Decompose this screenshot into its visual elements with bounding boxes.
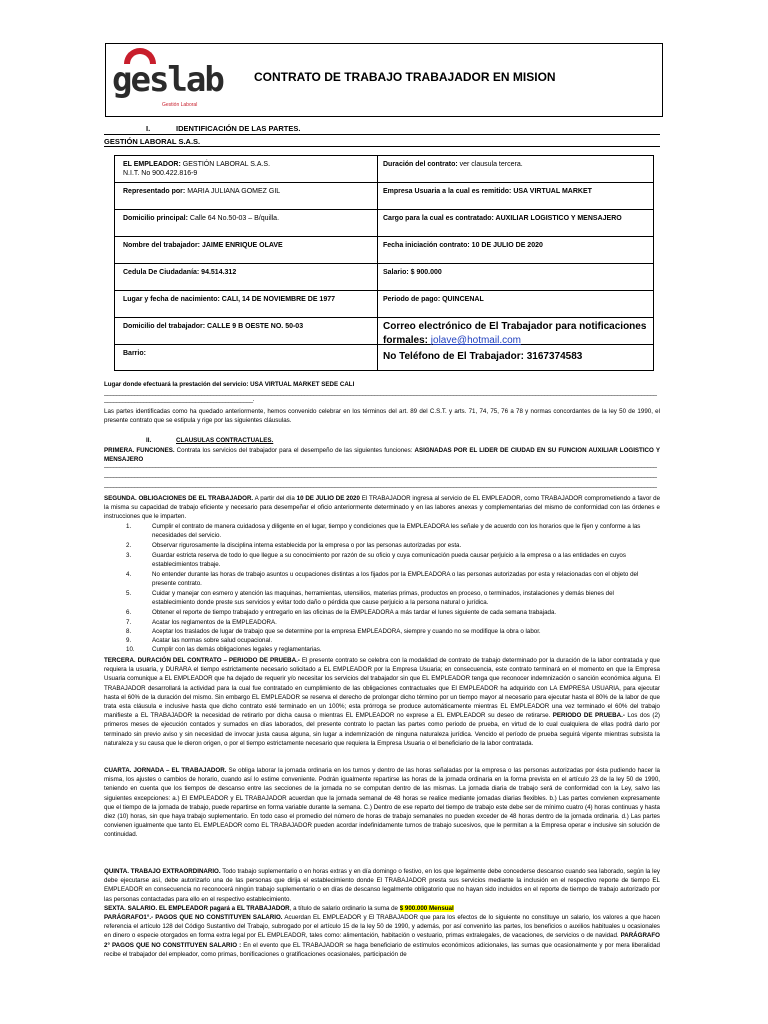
segunda-lead: SEGUNDA. OBLIGACIONES DE EL TRABAJADOR. xyxy=(104,495,254,502)
dash-line: _________________________________________________. xyxy=(104,397,255,403)
start-date: Fecha iniciación contrato: 10 DE JULIO DE 2020 xyxy=(383,242,543,249)
divider xyxy=(104,146,660,147)
clause-segunda xyxy=(104,494,660,522)
duration-label: Duración del contrato: xyxy=(383,161,458,168)
divider xyxy=(104,134,660,135)
dash-line: ______________________________________________________________________________________________________________________________________________________________________________________ xyxy=(104,472,657,478)
worker-birth: Lugar y fecha de nacimiento: CALI, 14 DE NOVIEMBRE DE 1977 xyxy=(123,296,335,303)
segunda-pre: A partir del día xyxy=(253,495,297,502)
email-cell xyxy=(383,320,649,348)
sexta-lead: SEXTA. SALARIO. EL EMPLEADOR pagará a EL TRABAJADOR xyxy=(104,905,290,912)
dash-line: ______________________________________________________________________________________________________________________________________________________________________________________ xyxy=(104,390,657,396)
domicile-label: Domicilio principal: xyxy=(123,215,188,222)
duration-cell xyxy=(383,160,649,169)
logo-word: geslab xyxy=(112,60,223,100)
quinta-text: Todo trabajo suplementario o en horas extras y en día domingo o festivo, en los que legalmente debe concederse descanso cuando sea laborado, según la ley debe ejecutarse así, debe autorizarlo una de las personas que dirija el establecimiento donde El TRABAJADOR presta sus servicios mediante la inclusión en el respectivo reporte de tiempo EL EMPLEADOR en consecuencia no reconocerá ningún trabajo suplementario o en días de descanso legalmente obligatorio que no hayan sido incluidos en el reporte de tiempo de trabajo autorizado por las personas contactadas para ello en el respectivo establecimiento. xyxy=(104,868,660,903)
worker-name: Nombre del trabajador: JAIME ENRIQUE OLAVE xyxy=(123,242,283,249)
section-i-number: I. xyxy=(146,124,151,133)
paragrafo1-text: Acuerdan EL EMPLEADOR y El TRABAJADOR que para los efectos de lo siguiente no constituye un salario, los valores a que hacen referencia el artículo 128 del Código Sustantivo del Trabajo, subrogado por el artículo 15 de la ley 50 de 1990, y además, por así convenirlo las partes, los beneficios o auxilios habituales u ocasionales en dinero o especie otorgados en forma extra legal por EL EMPLEADOR, tales como: alimentación, habitación o vestuario, primas extralegales, de vacaciones, de servicios o de navidad. xyxy=(104,914,660,940)
employer-cell xyxy=(123,160,373,178)
parties-paragraph: Las partes identificadas como ha quedado anteriormente, hemos convenido celebrar en los términos del art. 89 del C.S.T. y arts. 71, 74, 75, 76 a 78 y normas concordantes de la ley 50 de 1990, el presente contrato que se estipula y rige por las siguientes cláusulas. xyxy=(104,408,660,425)
phone: No Teléfono de El Trabajador: 3167374583 xyxy=(383,351,583,362)
cuarta-lead: CUARTA. JORNADA – EL TRABAJADOR. xyxy=(104,767,227,774)
contract-page: geslab Gestión Laboral CONTRATO DE TRABAJO TRABAJADOR EN MISION I. IDENTIFICACIÓN DE LAS PARTES. GESTIÓN LABORAL S.A.S. EL EMPLEADOR: GESTIÓN LABORAL S.A.S. N.I.T. No 900.422.816-9 Representado por: MARIA JULIANA GOMEZ GIL Domicilio principal: Calle 64 No.50-03 – B/quilla. Nombre del trabajador: JAIME ENRIQUE OLAVE Cedula De Ciudadanía: 94.514.312 Lugar y fecha de nacimiento: CALI, 14 DE NOVIEMBRE DE 1977 Domicilio del trabajador: CALLE 9 B OESTE NO. 50-03 Barrio: Duración del contrato: ver clausula tercera. Empresa Usuaria a la cual es remitido: USA VIRTUAL MARKET Cargo para la cual es contratado: AUXILIAR LOGISTICO Y MENSAJERO Fecha iniciación contrato: 10 DE JULIO DE 2020 Salario: $ 900.000 Periodo de pago: QUINCENAL Correo electrónico de El Trabajador para notificaciones formales: jolave@hotmail.com No Teléfono de El Trabajador: 3167374583 Lugar donde efectuará la prestación del servicio: USA VIRTUAL MARKET SEDE CALI ______________________________________________________________________________________________________________________________________________________________________________________ _________________________________________________. Las partes identificadas como ha quedado anteriormente, hemos convenido celebrar en los términos del art. 89 del C.S.T. y arts. 71, 74, 75, 76 a 78 y normas concordantes de la ley 50 de 1990, el presente contrato que se estipula y rige por las siguientes cláusulas. II. CLAUSULAS CONTRACTUALES. PRIMERA. FUNCIONES. Contrata los servicios del trabajador para el desempeño de las siguientes funciones: ASIGNADAS POR EL LIDER DE CIUDAD EN SU FUNCION AUXILIAR LOGISTICO Y MENSAJERO ______________________________________________________________________________________________________________________________________________________________________________________ ______________________________________________________________________________________________________________________________________________________________________________________ ______________________________________________________________________________________________________________________________________________________________________________________ SEGUNDA. OBLIGACIONES DE EL TRABAJADOR. A partir del día 10 DE JULIO DE 2020 El TRABAJADOR ingresa al servicio de EL EMPLEADOR, como TRABAJADOR comprometiendo a favor de la misma su capacidad de trabajo eficiente y necesario para desempeñar el oficio anteriormente determinado y en las labores anexas y complementarias del mismo de conformidad con las órdenes e instrucciones que le imparten. 1. Cumplir el contrato de manera cuidadosa y diligente en el lugar, tiempo y condiciones que la EMPLEADORA les señale y de acuerdo con los horarios que le fijen y conforme a las necesidades del servicio. 2. Observar rigurosamente la disciplina interna establecida por la empresa o por las personas autorizadas por esta. 3. Guardar estricta reserva de todo lo que llegue a su conocimiento por razón de su oficio y cuya comunicación pueda causar perjuicio a la empresa o a las entidades en cuyos establecimientos trabaje. 4. No entender durante las horas de trabajo asuntos u ocupaciones distintas a los fijados por la EMPLEADORA o las personas autorizadas por esta y relacionadas con el objeto del presente contrato. 5. Cuidar y manejar con esmero y atención las maquinas, herramientas, utensilios, materias primas, productos en proceso, o terminados, instalaciones y demás bienes del establecimiento donde preste sus servicios y evitar todo daño o pérdida que cause perjuicio a la persona natural o jurídica. 6. Obtener el reporte de tiempo trabajado y entregarlo en las oficinas de la EMPLEADORA a más tardar el lunes siguiente de cada semana trabajada. 7. Acatar los reglamentos de la EMPLEADORA. 8. Aceptar los traslados de lugar de trabajo que se determine por la empresa EMPLEADORA, siempre y cuando no se modifique la obra o labor. 9. Acatar las normas sobre salud ocupacional. 10. Cumplir con las demás obligaciones legales y reglamentarias. TERCERA. DURACIÓN DEL CONTRATO – PERIODO DE PRUEBA.- El presente contrato se celebra con la modalidad de contrato de trabajo determinado por la duración de la labor contratada y que requiera la usuaria, y DURARA el tiempo estrictamente necesario solicitado a EL EMPLEADOR por la Empresa Usuaria; en consecuencia, este contrato terminará en el momento en que la Empresa Usuaria comunique a EL EMPLEADOR que ha dejado de requerir y/o necesitar los servicios del trabajador sin que EL EMPLEADOR tenga que reconocer indemnización o sanción económica alguna. El TRABAJADOR desarrollará la actividad para la cual fue contratado en cumplimiento de las obligaciones contractuales que El EMPLEADOR ha adquirido con LA EMPRESA USUARIA, para ejecutar hasta el 60% de la duración del mismo. Sin embargo EL EMPLEADOR se reserva el derecho de prolongar dicho término por un tiempo mayor al necesario para ejecutar hasta el 80% de la labor de que trata esta cláusula e inclusive hasta que dicho contrato esté terminado en un 100%; esta prórroga se produce automáticamente mientras EL EMPLEADOR una vez terminado el 60% del trabajo manifieste a EL TRABAJADOR la necesidad de retirarlo por dicha causa o mientras EL EMPLEADOR no exprese a EL EMPLEADOR su deseo de retirarse. PERIODO DE PRUEBA.- Los dos (2) primeros meses de ejecución contados y sumados en días laborados, del presente contrato lo pactan las partes como periodo de prueba, en virtud de lo cual cualquiera de ellas podrá darlo por terminado sin previo aviso y sin necesidad de invocar justa causa alguna, sin lugar a indemnización de ninguna naturaleza jurídica. Vencido el período de prueba seguirá vigente mientras subsista la naturaleza y su causa que le dieron origen, o por el tiempo estrictamente necesario que requiera la Empresa Usuaria o el beneficiario de la labor contratada. CUARTA. JORNADA – EL TRABAJADOR. Se obliga laborar la jornada ordinaria en los turnos y dentro de las horas señaladas por la empresa o las personas autorizadas por ésta pudiendo hacer la misma, los ajustes o cambios de horario, cuando así lo estime conveniente. Podrán igualmente repartirse las horas de la jornada ordinaria en la forma prevista en el artículo 23 de la ley 50 de 1990, teniendo en cuenta que los tiempos de descanso entre las secciones de la jornada no se computan dentro de las mismas. La jornada diaria de trabajo será de conformidad con la Ley, salvo las siguientes excepciones: a.) El EMPLEADOR y EL TRABAJADOR acuerdan que la jornada semanal de 48 horas se realice mediante jornadas diarias flexibles. b.) Las partes convienen expresamente que el tiempo de la jornada de trabajo, puede repartirse en forma variable durante la semana. C.) Dentro de ese reparto del tiempo de trabajo este debe ser de mínimo cuatro (4) horas continuas y hasta diez (10) horas, sin que haya trabajo suplementario. En todo caso el promedio del número de horas de trabajo semanales no pueden exceder de 48 horas dentro de la jornada ordinaria. d.) Las partes convienen igualmente que tanto EL EMPLEADOR como EL TRABAJADOR pueden acordar indefinidamente turnos de trabajo sucesivos, que le permitan a la Empresa operar e inclusive sin solución de continuidad. QUINTA. TRABAJO EXTRAORDINARIO. Todo trabajo suplementario o en horas extras y en día domingo o festivo, en los que legalmente debe concederse descanso cuando sea laborado, según la ley debe ejecutarse así, debe autorizarlo una de las personas que dirija el establecimiento donde El TRABAJADOR presta sus servicios mediante la inclusión en el respectivo reporte de tiempo EL EMPLEADOR en consecuencia no reconocerá ningún trabajo suplementario o en días de descanso legalmente obligatorio que no hayan sido incluidos en el reporte de tiempo de trabajo autorizado por las personas contactadas para ello en el respectivo establecimiento. SEXTA. SALARIO. EL EMPLEADOR pagará a EL TRABAJADOR, a título de salario ordinario la suma de $ 900.000 Mensual PARÁGRAFO1°.- PAGOS QUE NO CONSTITUYEN SALARIO. Acuerdan EL EMPLEADOR y El TRABAJADOR que para los efectos de lo siguiente no constituye un salario, los valores a que hacen referencia el artículo 128 del Código Sustantivo del Trabajo, subrogado por el artículo 15 de la ley 50 de 1990, y además, por así convenirlo las partes, los beneficios o auxilios habituales u ocasionales en dinero o especie otorgados en forma extra legal por EL EMPLEADOR, tales como: alimentación, habitación o vestuario, primas extralegales, de vacaciones, de servicios o de navidad. PARÁGRAFO 2° PAGOS QUE NO CONSTITUYEN SALARIO : En el evento que EL TRABAJADOR se haga beneficiario de estímulos económicos adicionales, las sumas que ocasionalmente y por mera liberalidad recibe el trabajador del empleador, como primas, bonificaciones o gratificaciones ocasionales, participación de xyxy=(0,0,768,1024)
duration-value: ver clausula tercera. xyxy=(459,161,523,168)
barrio-label: Barrio: xyxy=(123,350,146,357)
service-place: Lugar donde efectuará la prestación del servicio: USA VIRTUAL MARKET SEDE CALI xyxy=(104,381,355,388)
section-ii-label: CLAUSULAS CONTRACTUALES. xyxy=(176,437,274,444)
section-i-label: IDENTIFICACIÓN DE LAS PARTES. xyxy=(176,124,301,133)
pay-period: Periodo de pago: QUINCENAL xyxy=(383,296,484,303)
company-name: GESTIÓN LABORAL S.A.S. xyxy=(104,137,201,146)
primera-functions: ASIGNADAS POR EL LIDER DE CIUDAD EN SU FUNCION AUXILIAR LOGISTICO Y MENSAJERO xyxy=(104,447,660,464)
employer-value: GESTIÓN LABORAL S.A.S. xyxy=(182,161,271,168)
tercera-lead2: PERIODO DE PRUEBA.- xyxy=(552,712,625,720)
clause-tercera xyxy=(104,656,660,748)
tercera-text: El presente contrato se celebra con la modalidad de contrato de trabajo determinado por la duración de la labor contratada y que requiera la usuaria, y DURARA el tiempo estrictamente necesario solicitado a EL EMPLEADOR por la Empresa Usuaria; en consecuencia, este contrato terminará en el momento en que la Empresa Usuaria comunique a EL EMPLEADOR que ha dejado de requerir y/o necesitar los servicios del trabajador sin que EL EMPLEADOR tenga que reconocer indemnización o sanción económica alguna. El TRABAJADOR desarrollará la actividad para la cual fue contratado en cumplimiento de las obligaciones contractuales que El EMPLEADOR ha adquirido con LA EMPRESA USUARIA, para ejecutar hasta el 60% de la duración del mismo. Sin embargo EL EMPLEADOR se reserva el derecho de prolongar dicho término por un tiempo mayor al necesario para ejecutar hasta el 80% de la labor de que trata esta cláusula e inclusive hasta que dicho contrato esté terminado en un 100%; esta prórroga se produce automáticamente mientras EL EMPLEADOR una vez terminado el 60% del trabajo manifieste a EL TRABAJADOR la necesidad de retirarlo por dicha causa o mientras EL EMPLEADOR no exprese a EL EMPLEADOR su deseo de retirarse. xyxy=(104,657,660,720)
email-label-2: formales: xyxy=(383,335,429,346)
worker-id: Cedula De Ciudadanía: 94.514.312 xyxy=(123,269,237,276)
clause-paragrafo1 xyxy=(104,913,660,959)
document-title: CONTRATO DE TRABAJO TRABAJADOR EN MISION xyxy=(254,70,556,84)
user-company: Empresa Usuaria a la cual es remitido: USA VIRTUAL MARKET xyxy=(383,188,592,195)
logo-tagline: Gestión Laboral xyxy=(162,102,198,108)
paragrafo1-lead: PARÁGRAFO1°.- PAGOS QUE NO CONSTITUYEN SALARIO. xyxy=(104,914,283,921)
segunda-text: El TRABAJADOR ingresa al servicio de EL EMPLEADOR, como TRABAJADOR comprometiendo a favor de la misma su capacidad de trabajo eficiente y necesario para desempeñar el oficio anteriormente determinado y en las labores anexas y complementarias del mismo de conformidad con las órdenes e instrucciones que le imparten. xyxy=(104,495,661,521)
represented-value: MARIA JULIANA GOMEZ GIL xyxy=(187,188,281,195)
employer-nit: N.I.T. No 900.422.816-9 xyxy=(123,170,198,177)
salary-amount: $ 900.000 Mensual xyxy=(399,905,454,912)
paragrafo2-text: En el evento que EL TRABAJADOR se haga beneficiario de estímulos económicos adicionales, las sumas que ocasionalmente y por mera liberalidad recibe el trabajador del empleador, como primas, bonificaciones o gratificaciones ocasionales, participación de xyxy=(104,941,660,958)
domicile-value: Calle 64 No.50-03 – B/quilla. xyxy=(189,215,280,222)
represented-cell xyxy=(123,187,373,196)
clause-quinta xyxy=(104,867,660,904)
primera-lead: PRIMERA. FUNCIONES. xyxy=(104,447,175,454)
clause-sexta xyxy=(104,904,660,913)
section-ii-number: II. xyxy=(146,437,152,444)
dash-line: ______________________________________________________________________________________________________________________________________________________________________________________ xyxy=(104,462,657,468)
salary: Salario: $ 900.000 xyxy=(383,269,442,276)
represented-label: Representado por: xyxy=(123,188,186,195)
email-link[interactable]: jolave@hotmail.com xyxy=(430,335,521,346)
segunda-date: 10 DE JULIO DE 2020 xyxy=(296,495,360,502)
dash-line: ______________________________________________________________________________________________________________________________________________________________________________________ xyxy=(104,482,657,488)
tercera-lead: TERCERA. DURACIÓN DEL CONTRATO – PERIODO DE PRUEBA.- xyxy=(104,657,300,664)
primera-text: Contrata los servicios del trabajador para el desempeño de las siguientes funciones: xyxy=(174,447,415,454)
worker-domicile: Domicilio del trabajador: CALLE 9 B OESTE NO. 50-03 xyxy=(123,323,304,330)
email-label: Correo electrónico de El Trabajador para notificaciones xyxy=(383,321,647,332)
quinta-lead: QUINTA. TRABAJO EXTRAORDINARIO. xyxy=(104,868,221,875)
tercera-text2: Los dos (2) primeros meses de ejecución contados y sumados en días laborados, del presente contrato lo pactan las partes como periodo de prueba, en virtud de lo cual cualquiera de ellas podrá darlo por terminado sin previo aviso y sin necesidad de invocar justa causa alguna, sin lugar a indemnización de ninguna naturaleza jurídica. Vencido el período de prueba seguirá vigente mientras subsista la naturaleza y su causa que le dieron origen, o por el tiempo estrictamente necesario que requiera la Empresa Usuaria o el beneficiario de la labor contratada. xyxy=(104,712,660,747)
position: Cargo para la cual es contratado: AUXILIAR LOGISTICO Y MENSAJERO xyxy=(383,215,622,222)
identification-table xyxy=(114,155,654,371)
cuarta-text: Se obliga laborar la jornada ordinaria en los turnos y dentro de las horas señaladas por la empresa o las personas autorizadas por ésta pudiendo hacer la misma, los ajustes o cambios de horario, cuando así lo estime conveniente. Podrán igualmente repartirse las horas de la jornada ordinaria en la forma prevista en el artículo 23 de la ley 50 de 1990, teniendo en cuenta que los tiempos de descanso entre las secciones de la jornada no se computan dentro de las mismas. La jornada diaria de trabajo será de conformidad con la Ley, salvo las siguientes excepciones: a.) El EMPLEADOR y EL TRABAJADOR acuerdan que la jornada semanal de 48 horas se realice mediante jornadas diarias flexibles. b.) Las partes convienen expresamente que el tiempo de la jornada de trabajo, puede repartirse en forma variable durante la semana. C.) Dentro de ese reparto del tiempo de trabajo este debe ser de mínimo cuatro (4) horas continuas y hasta diez (10) horas, sin que haya trabajo suplementario. En todo caso el promedio del número de horas de trabajo semanales no pueden exceder de 48 horas dentro de la jornada ordinaria. d.) Las partes convienen igualmente que tanto EL EMPLEADOR como EL TRABAJADOR pueden acordar indefinidamente turnos de trabajo sucesivos, que le permitan a la Empresa operar e inclusive sin solución de continuidad. xyxy=(104,767,661,839)
paragrafo2-lead: PARÁGRAFO 2° PAGOS QUE NO CONSTITUYEN SALARIO : xyxy=(104,932,660,949)
domicile-cell xyxy=(123,214,373,223)
clause-cuarta xyxy=(104,766,660,840)
geslab-logo xyxy=(110,48,223,114)
sexta-text: , a título de salario ordinario la suma de xyxy=(289,905,400,912)
employer-label: EL EMPLEADOR: xyxy=(123,161,181,168)
